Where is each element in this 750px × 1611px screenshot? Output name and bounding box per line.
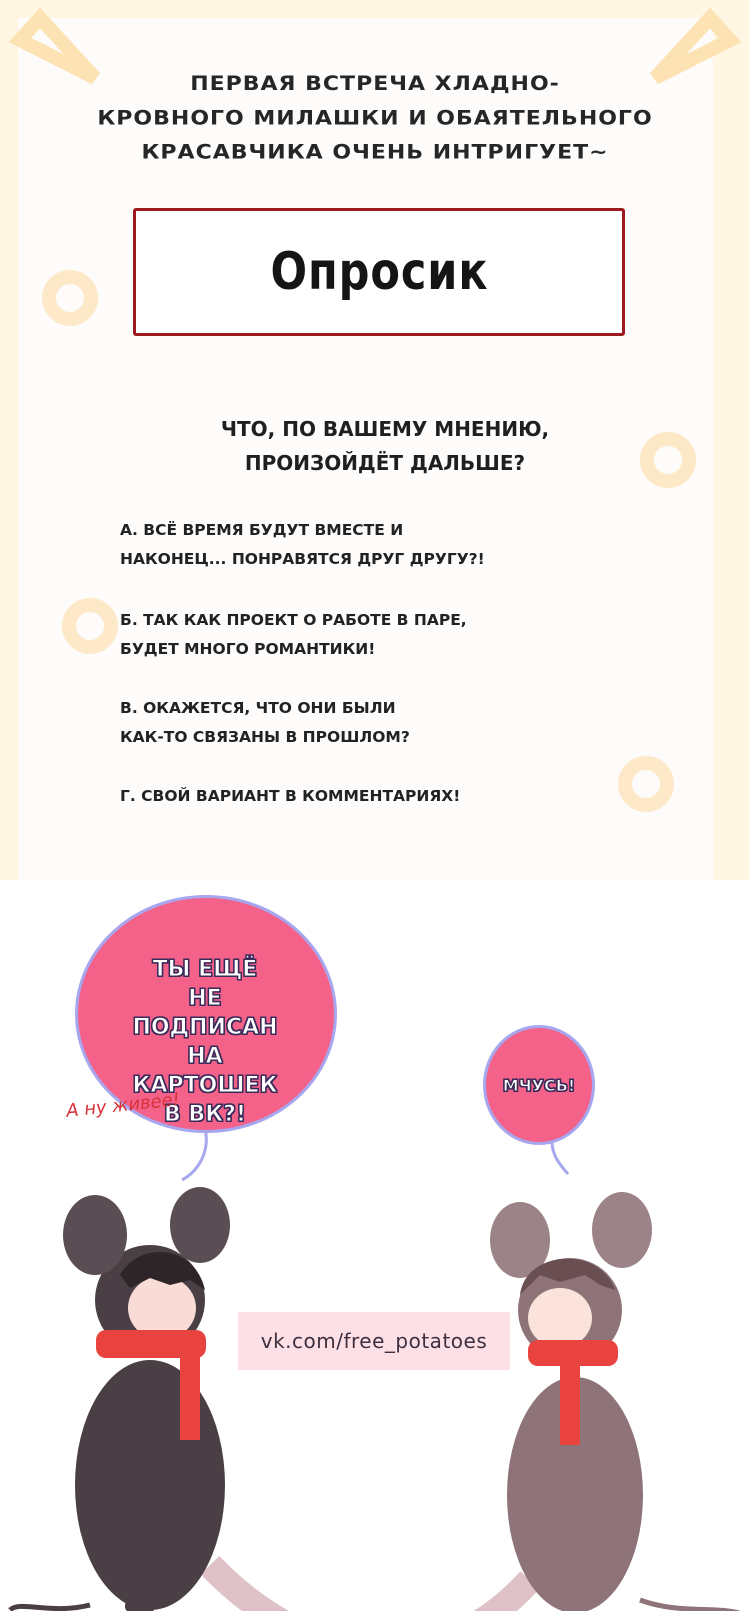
- left-mouse-illustration: [10, 1187, 230, 1611]
- poll-option-d: Г. СВОЙ ВАРИАНТ В КОММЕНТАРИЯХ!: [120, 787, 461, 805]
- ring-decor: [62, 598, 118, 654]
- poll-option-c: В. ОКАЖЕТСЯ, ЧТО ОНИ БЫЛИ КАК-ТО СВЯЗАНЫ В ПРОШЛОМ?: [120, 699, 410, 746]
- poll-title-box: [133, 208, 625, 336]
- ring-decor: [42, 270, 98, 326]
- poll-headline: ПЕРВАЯ ВСТРЕЧА ХЛАДНО- КРОВНОГО МИЛАШКИ И ОБАЯТЕЛЬНОГО КРАСАВЧИКА ОЧЕНЬ ИНТРИГУЕТ~: [97, 73, 653, 164]
- ribbon-illustration: [210, 1565, 530, 1611]
- promo-panel: [0, 880, 750, 1611]
- bubble-right-text: МЧУСЬ!: [502, 1076, 576, 1095]
- poll-title: Опросик: [269, 242, 489, 302]
- right-mouse-illustration: [490, 1192, 745, 1611]
- ring-decor: [618, 756, 674, 812]
- ring-decor: [640, 432, 696, 488]
- poll-option-b: Б. ТАК КАК ПРОЕКТ О РАБОТЕ В ПАРЕ, БУДЕТ МНОГО РОМАНТИКИ!: [120, 611, 467, 658]
- bubble-left-text: ТЫ ЕЩЁ НЕ ПОДПИСАН НА КАРТОШЕК В ВК?!: [132, 957, 278, 1127]
- shout-text: А ну живее!: [65, 1089, 181, 1122]
- vk-link[interactable]: vk.com/free_potatoes: [260, 1329, 488, 1353]
- poll-option-a: А. ВСЁ ВРЕМЯ БУДУТ ВМЕСТЕ И НАКОНЕЦ... ПОНРАВЯТСЯ ДРУГ ДРУГУ?!: [120, 521, 485, 568]
- mice-illustration: [0, 880, 750, 1611]
- link-plate: [238, 1312, 510, 1370]
- poll-question: ЧТО, ПО ВАШЕМУ МНЕНИЮ, ПРОИЗОЙДЁТ ДАЛЬШЕ?: [220, 417, 550, 475]
